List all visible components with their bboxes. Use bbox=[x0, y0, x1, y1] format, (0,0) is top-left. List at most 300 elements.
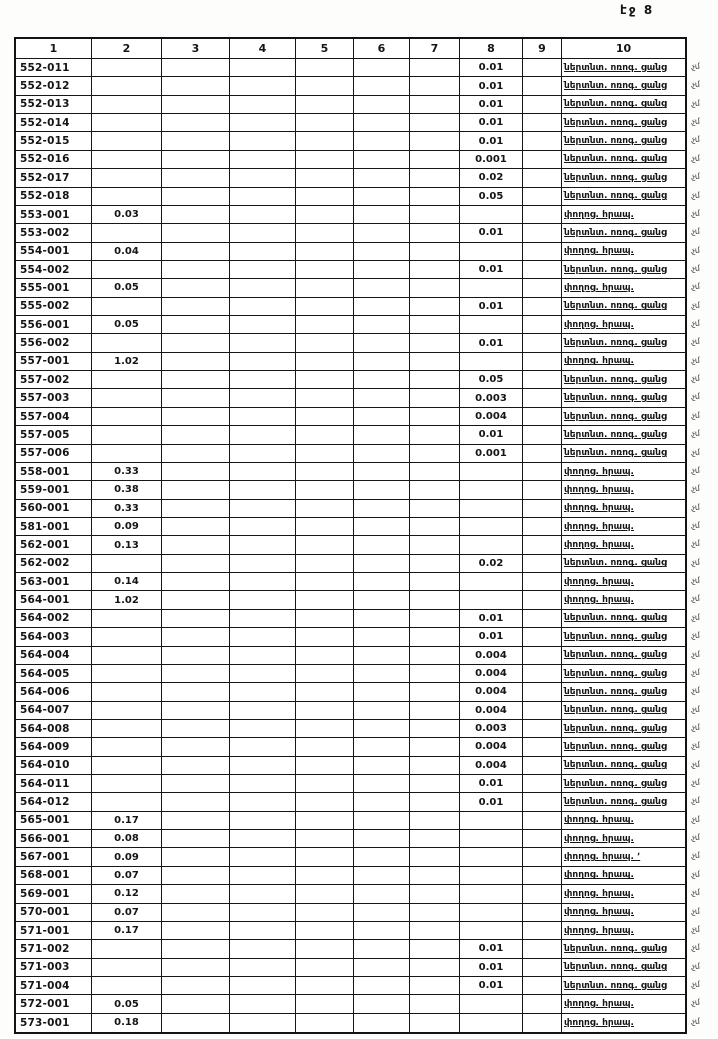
cell-col2-value: 0.07 bbox=[92, 904, 162, 922]
margin-mark: .չմ bbox=[689, 428, 700, 439]
cell-col9 bbox=[523, 500, 562, 518]
cell-parcel-id: 552-011 bbox=[16, 59, 92, 77]
cell-land-use: ներտնտ. ոռոգ. ցանց bbox=[562, 738, 685, 756]
cell-col9 bbox=[523, 720, 562, 738]
cell-col3 bbox=[162, 77, 230, 95]
cell-col9 bbox=[523, 793, 562, 811]
cell-col8-value bbox=[460, 243, 523, 261]
cell-col3 bbox=[162, 610, 230, 628]
cell-col2-value bbox=[92, 426, 162, 444]
header-row bbox=[16, 39, 685, 59]
cell-col2-value bbox=[92, 169, 162, 187]
cell-col2-value bbox=[92, 977, 162, 995]
cell-col4 bbox=[230, 995, 296, 1013]
cell-col7 bbox=[410, 77, 460, 95]
cell-parcel-id: 552-017 bbox=[16, 169, 92, 187]
cell-col2-value bbox=[92, 96, 162, 114]
cell-col8-value: 0.001 bbox=[460, 445, 523, 463]
cell-col4 bbox=[230, 279, 296, 297]
cell-col8-value: 0.003 bbox=[460, 389, 523, 407]
cell-col4 bbox=[230, 224, 296, 242]
table-row bbox=[16, 316, 685, 334]
cell-col2-value bbox=[92, 389, 162, 407]
cell-col5 bbox=[296, 665, 354, 683]
cell-col9 bbox=[523, 188, 562, 206]
cell-parcel-id: 563-001 bbox=[16, 573, 92, 591]
cell-land-use: փողոց. հրապ. bbox=[564, 1017, 634, 1028]
cell-col9 bbox=[523, 683, 562, 701]
cell-col6 bbox=[354, 683, 410, 701]
cell-col5 bbox=[296, 555, 354, 573]
cell-land-use: ներտնտ. ոռոգ. ցանց bbox=[562, 793, 685, 811]
cell-land-use: փողոց. հրապ. bbox=[562, 830, 685, 848]
cell-col9 bbox=[523, 114, 562, 132]
cell-col5 bbox=[296, 114, 354, 132]
cell-col3 bbox=[162, 298, 230, 316]
margin-mark: .չմ bbox=[689, 814, 700, 824]
cell-col7 bbox=[410, 353, 460, 371]
cell-col5 bbox=[296, 408, 354, 426]
cell-col4 bbox=[230, 959, 296, 977]
cell-land-use: փողոց. հրապ. bbox=[562, 353, 685, 371]
cell-col3 bbox=[162, 224, 230, 242]
cell-col9 bbox=[523, 445, 562, 463]
table-row bbox=[16, 353, 685, 371]
cell-col7 bbox=[410, 279, 460, 297]
cell-land-use: փողոց. հրապ. bbox=[562, 206, 685, 224]
cell-col6 bbox=[354, 573, 410, 591]
cell-parcel-id: 565-001 bbox=[16, 812, 92, 830]
cell-col9 bbox=[523, 536, 562, 554]
cell-col4 bbox=[230, 738, 296, 756]
cell-col4 bbox=[230, 77, 296, 95]
cell-col3 bbox=[162, 683, 230, 701]
cell-col7 bbox=[410, 647, 460, 665]
cell-col3 bbox=[162, 389, 230, 407]
cell-land-use: փողոց. հրապ. bbox=[562, 573, 685, 591]
cell-col2-value bbox=[92, 665, 162, 683]
cell-col7 bbox=[410, 132, 460, 150]
cell-col6 bbox=[354, 830, 410, 848]
cell-col9 bbox=[523, 334, 562, 352]
cell-col8-value: 0.01 bbox=[460, 261, 523, 279]
cell-col6 bbox=[354, 610, 410, 628]
cell-col8-value: 0.01 bbox=[460, 959, 523, 977]
cell-col5 bbox=[296, 536, 354, 554]
cell-col7 bbox=[410, 243, 460, 261]
cell-col7 bbox=[410, 812, 460, 830]
cell-col8-value: 0.01 bbox=[460, 775, 523, 793]
cell-parcel-id: 553-002 bbox=[16, 224, 92, 242]
cell-col4 bbox=[230, 591, 296, 609]
table-row bbox=[16, 775, 685, 793]
cell-land-use: փողոց. հրապ. bbox=[562, 279, 685, 297]
cell-col3 bbox=[162, 261, 230, 279]
cell-col3 bbox=[162, 188, 230, 206]
cell-col6 bbox=[354, 995, 410, 1013]
table-row bbox=[16, 518, 685, 536]
cell-col9 bbox=[523, 408, 562, 426]
table-row bbox=[16, 334, 685, 352]
table-row bbox=[16, 389, 685, 407]
cell-parcel-id: 555-001 bbox=[16, 279, 92, 297]
cell-parcel-id: 552-013 bbox=[16, 96, 92, 114]
cell-col9 bbox=[523, 316, 562, 334]
cell-col4 bbox=[230, 518, 296, 536]
cell-col8-value: 0.01 bbox=[460, 610, 523, 628]
margin-mark: .չմ bbox=[689, 98, 700, 108]
cell-land-use: ներտնտ. ոռոգ. ցանց bbox=[562, 775, 685, 793]
margin-mark: .չմ bbox=[689, 208, 700, 218]
cell-col5 bbox=[296, 334, 354, 352]
margin-mark: .չմ bbox=[689, 869, 700, 879]
cell-col6 bbox=[354, 922, 410, 940]
cell-col9 bbox=[523, 279, 562, 297]
cell-col5 bbox=[296, 610, 354, 628]
cell-parcel-id: 564-010 bbox=[16, 757, 92, 775]
table-row bbox=[16, 830, 685, 848]
cell-col7 bbox=[410, 96, 460, 114]
cell-col9 bbox=[523, 298, 562, 316]
cell-col2-value: 1.02 bbox=[92, 591, 162, 609]
cell-parcel-id: 569-001 bbox=[16, 885, 92, 903]
cell-col8-value: 0.02 bbox=[460, 555, 523, 573]
cell-col7 bbox=[410, 757, 460, 775]
cell-land-use: ներտնտ. ոռոգ. ցանց bbox=[562, 426, 685, 444]
cell-col3 bbox=[162, 243, 230, 261]
cell-col2-value: 0.09 bbox=[92, 518, 162, 536]
cell-col5 bbox=[296, 702, 354, 720]
cell-col5 bbox=[296, 298, 354, 316]
cell-col6 bbox=[354, 298, 410, 316]
cell-col2-value bbox=[92, 720, 162, 738]
cell-parcel-id: 566-001 bbox=[16, 830, 92, 848]
cell-col3 bbox=[162, 885, 230, 903]
table-row bbox=[16, 940, 685, 958]
cell-col2-value: 0.17 bbox=[92, 812, 162, 830]
cell-land-use: ներտնտ. ոռոգ. ցանց bbox=[562, 628, 685, 646]
cell-col8-value bbox=[460, 995, 523, 1013]
cell-col3 bbox=[162, 775, 230, 793]
cell-land-use: ներտնտ. ոռոգ. ցանց bbox=[562, 408, 685, 426]
cell-col2-value: 0.13 bbox=[92, 536, 162, 554]
margin-mark: .չմ bbox=[689, 557, 700, 567]
cell-col5 bbox=[296, 518, 354, 536]
cell-col2-value: 0.03 bbox=[92, 206, 162, 224]
cell-col3 bbox=[162, 922, 230, 940]
cell-col7 bbox=[410, 169, 460, 187]
cell-col8-value: 0.02 bbox=[460, 169, 523, 187]
cell-col2-value: 0.33 bbox=[92, 500, 162, 518]
cell-col7 bbox=[410, 334, 460, 352]
cell-col8-value bbox=[460, 279, 523, 297]
cell-col8-value bbox=[460, 922, 523, 940]
cell-col8-value bbox=[460, 500, 523, 518]
cell-col3 bbox=[162, 463, 230, 481]
cell-col9 bbox=[523, 463, 562, 481]
cell-col7 bbox=[410, 830, 460, 848]
table-row bbox=[16, 151, 685, 169]
cell-col5 bbox=[296, 647, 354, 665]
table-row bbox=[16, 683, 685, 701]
cell-col9 bbox=[523, 206, 562, 224]
cell-col6 bbox=[354, 977, 410, 995]
cell-col3 bbox=[162, 738, 230, 756]
cell-parcel-id: 555-002 bbox=[16, 298, 92, 316]
cell-col4 bbox=[230, 261, 296, 279]
cell-col6 bbox=[354, 885, 410, 903]
cell-col6 bbox=[354, 904, 410, 922]
margin-mark: .չմ bbox=[689, 832, 700, 843]
cell-col2-value bbox=[92, 445, 162, 463]
cell-land-use: ներտնտ. ոռոգ. ցանց bbox=[562, 169, 685, 187]
cell-col7 bbox=[410, 224, 460, 242]
cell-col2-value bbox=[92, 151, 162, 169]
cell-col9 bbox=[523, 59, 562, 77]
cell-col6 bbox=[354, 169, 410, 187]
cell-land-use: փողոց. հրապ. ՚ bbox=[562, 848, 685, 866]
cell-col7 bbox=[410, 977, 460, 995]
cell-col3 bbox=[162, 647, 230, 665]
cell-land-use: փողոց. հրապ. bbox=[562, 481, 685, 499]
cell-col8-value: 0.01 bbox=[460, 114, 523, 132]
cell-land-use: ներտնտ. ոռոգ. ցանց bbox=[562, 389, 685, 407]
cell-col9 bbox=[523, 243, 562, 261]
table-row bbox=[16, 977, 685, 995]
cell-col7 bbox=[410, 261, 460, 279]
column-header-2: 2 bbox=[92, 39, 162, 59]
cell-col4 bbox=[230, 812, 296, 830]
cell-col7 bbox=[410, 940, 460, 958]
table-row bbox=[16, 169, 685, 187]
cell-col8-value bbox=[460, 885, 523, 903]
cell-parcel-id: 571-001 bbox=[16, 922, 92, 940]
cell-col2-value: 0.05 bbox=[92, 995, 162, 1013]
cell-col2-value bbox=[92, 555, 162, 573]
margin-mark: .չմ bbox=[689, 850, 700, 861]
cell-col2-value bbox=[92, 683, 162, 701]
cell-col2-value: 0.05 bbox=[92, 316, 162, 334]
cell-col4 bbox=[230, 665, 296, 683]
table-row bbox=[16, 573, 685, 591]
margin-mark: .չմ bbox=[689, 759, 700, 769]
cell-col2-value bbox=[92, 757, 162, 775]
cell-land-use: փողոց. հրապ. bbox=[562, 518, 685, 536]
cell-col5 bbox=[296, 848, 354, 866]
cell-parcel-id: 552-014 bbox=[16, 114, 92, 132]
margin-mark: .չմ bbox=[689, 153, 700, 163]
cell-col5 bbox=[296, 59, 354, 77]
cell-col3 bbox=[162, 959, 230, 977]
cell-col7 bbox=[410, 867, 460, 885]
table-row bbox=[16, 555, 685, 573]
cell-land-use: ներտնտ. ոռոգ. ցանց bbox=[562, 114, 685, 132]
table-row bbox=[16, 500, 685, 518]
cell-land-use: փողոց. հրապ. bbox=[562, 463, 685, 481]
cell-col4 bbox=[230, 977, 296, 995]
cell-col8-value: 0.01 bbox=[460, 77, 523, 95]
table-row bbox=[16, 206, 685, 224]
margin-mark: .չմ bbox=[689, 189, 700, 200]
cell-parcel-id: 581-001 bbox=[16, 518, 92, 536]
cell-col8-value bbox=[460, 316, 523, 334]
cell-col2-value: 0.08 bbox=[92, 830, 162, 848]
table-row bbox=[16, 922, 685, 940]
cell-land-use: փողոց. հրապ. bbox=[562, 243, 685, 261]
cell-col7 bbox=[410, 885, 460, 903]
cell-col3 bbox=[162, 353, 230, 371]
cell-col2-value: 0.04 bbox=[92, 243, 162, 261]
cell-col7 bbox=[410, 536, 460, 554]
cell-col3 bbox=[162, 114, 230, 132]
cell-col6 bbox=[354, 665, 410, 683]
cell-col4 bbox=[230, 720, 296, 738]
cell-col8-value bbox=[460, 536, 523, 554]
cell-col7 bbox=[410, 316, 460, 334]
cell-col8-value bbox=[460, 830, 523, 848]
cell-col9 bbox=[523, 573, 562, 591]
cell-col7 bbox=[410, 500, 460, 518]
cell-land-use: ներտնտ. ոռոգ. ցանց bbox=[562, 683, 685, 701]
margin-mark: .չմ bbox=[689, 244, 700, 255]
cell-land-use: փողոց. հրապ. bbox=[562, 922, 685, 940]
cell-col2-value bbox=[92, 940, 162, 958]
cell-col2-value bbox=[92, 334, 162, 352]
cell-col5 bbox=[296, 224, 354, 242]
cell-col2-value bbox=[92, 371, 162, 389]
cell-col3 bbox=[162, 500, 230, 518]
cell-col2-value: 0.38 bbox=[92, 481, 162, 499]
cell-parcel-id: 567-001 bbox=[16, 848, 92, 866]
cell-col4 bbox=[230, 481, 296, 499]
table-row bbox=[16, 1014, 685, 1032]
cell-col3 bbox=[162, 518, 230, 536]
cell-col6 bbox=[354, 96, 410, 114]
table-row bbox=[16, 243, 685, 261]
margin-mark: .չմ bbox=[689, 355, 700, 365]
column-header-9: 9 bbox=[523, 39, 562, 59]
margin-mark: .չմ bbox=[689, 226, 700, 237]
cell-col9 bbox=[523, 757, 562, 775]
table-row bbox=[16, 114, 685, 132]
cell-col6 bbox=[354, 426, 410, 444]
table-row bbox=[16, 647, 685, 665]
table-row bbox=[16, 738, 685, 756]
cell-parcel-id: 564-008 bbox=[16, 720, 92, 738]
cell-col3 bbox=[162, 132, 230, 150]
table-body bbox=[16, 59, 685, 1032]
cell-col6 bbox=[354, 114, 410, 132]
cell-land-use: ներտնտ. ոռոգ. ցանց bbox=[562, 188, 685, 206]
cell-col3 bbox=[162, 995, 230, 1013]
cell-parcel-id: 558-001 bbox=[16, 463, 92, 481]
cell-col6 bbox=[354, 132, 410, 150]
margin-mark: .չմ bbox=[689, 61, 700, 71]
cell-col9 bbox=[523, 555, 562, 573]
cell-col5 bbox=[296, 573, 354, 591]
cell-parcel-id: 571-002 bbox=[16, 940, 92, 958]
table-row bbox=[16, 371, 685, 389]
cell-col6 bbox=[354, 279, 410, 297]
cell-col5 bbox=[296, 885, 354, 903]
cell-col8-value: 0.004 bbox=[460, 757, 523, 775]
cell-land-use: ներտնտ. ոռոգ. ցանց bbox=[562, 151, 685, 169]
cell-col2-value bbox=[92, 298, 162, 316]
cell-col9 bbox=[523, 922, 562, 940]
cell-parcel-id: 556-002 bbox=[16, 334, 92, 352]
column-header-8: 8 bbox=[460, 39, 523, 59]
cell-col3 bbox=[162, 371, 230, 389]
margin-mark: .չմ bbox=[689, 795, 700, 806]
cell-col9 bbox=[523, 628, 562, 646]
cell-col7 bbox=[410, 848, 460, 866]
table-row bbox=[16, 188, 685, 206]
cell-col3 bbox=[162, 848, 230, 866]
table-row bbox=[16, 463, 685, 481]
cell-col2-value bbox=[92, 114, 162, 132]
cell-col6 bbox=[354, 243, 410, 261]
margin-mark: .չմ bbox=[689, 483, 700, 494]
cell-col5 bbox=[296, 628, 354, 646]
cell-col4 bbox=[230, 426, 296, 444]
cell-col3 bbox=[162, 977, 230, 995]
cell-col4 bbox=[230, 922, 296, 940]
margin-mark: .չմ bbox=[689, 648, 700, 659]
cell-col7 bbox=[410, 995, 460, 1013]
cell-col8-value bbox=[460, 353, 523, 371]
cell-col3 bbox=[162, 1014, 230, 1032]
cell-col5 bbox=[296, 995, 354, 1013]
cell-col5 bbox=[296, 151, 354, 169]
margin-mark: .չմ bbox=[689, 1016, 700, 1026]
table-row bbox=[16, 848, 685, 866]
cell-col2-value bbox=[92, 132, 162, 150]
margin-marks-column bbox=[690, 57, 699, 1030]
cell-col9 bbox=[523, 702, 562, 720]
cell-col5 bbox=[296, 77, 354, 95]
cell-col9 bbox=[523, 995, 562, 1013]
cell-col5 bbox=[296, 867, 354, 885]
cell-col5 bbox=[296, 371, 354, 389]
cell-col8-value: 0.05 bbox=[460, 371, 523, 389]
cell-col4 bbox=[230, 830, 296, 848]
cell-parcel-id: 552-018 bbox=[16, 188, 92, 206]
cell-col3 bbox=[162, 940, 230, 958]
cell-col9 bbox=[523, 481, 562, 499]
cell-col6 bbox=[354, 371, 410, 389]
cell-col7 bbox=[410, 591, 460, 609]
cadastre-table bbox=[14, 37, 687, 1034]
margin-mark: .չմ bbox=[689, 593, 700, 604]
cell-col3 bbox=[162, 536, 230, 554]
cell-col5 bbox=[296, 959, 354, 977]
cell-col4 bbox=[230, 445, 296, 463]
cell-col6 bbox=[354, 959, 410, 977]
cell-col2-value bbox=[92, 261, 162, 279]
cell-col8-value: 0.01 bbox=[460, 298, 523, 316]
cell-col4 bbox=[230, 298, 296, 316]
cell-col5 bbox=[296, 243, 354, 261]
cell-col4 bbox=[230, 188, 296, 206]
cell-col7 bbox=[410, 408, 460, 426]
cell-parcel-id: 572-001 bbox=[16, 995, 92, 1013]
margin-mark: .չմ bbox=[689, 336, 700, 347]
table-row bbox=[16, 885, 685, 903]
cell-col2-value: 0.33 bbox=[92, 463, 162, 481]
cell-land-use: ներտնտ. ոռոգ. ցանց bbox=[562, 132, 685, 150]
cell-col9 bbox=[523, 830, 562, 848]
cell-col3 bbox=[162, 169, 230, 187]
